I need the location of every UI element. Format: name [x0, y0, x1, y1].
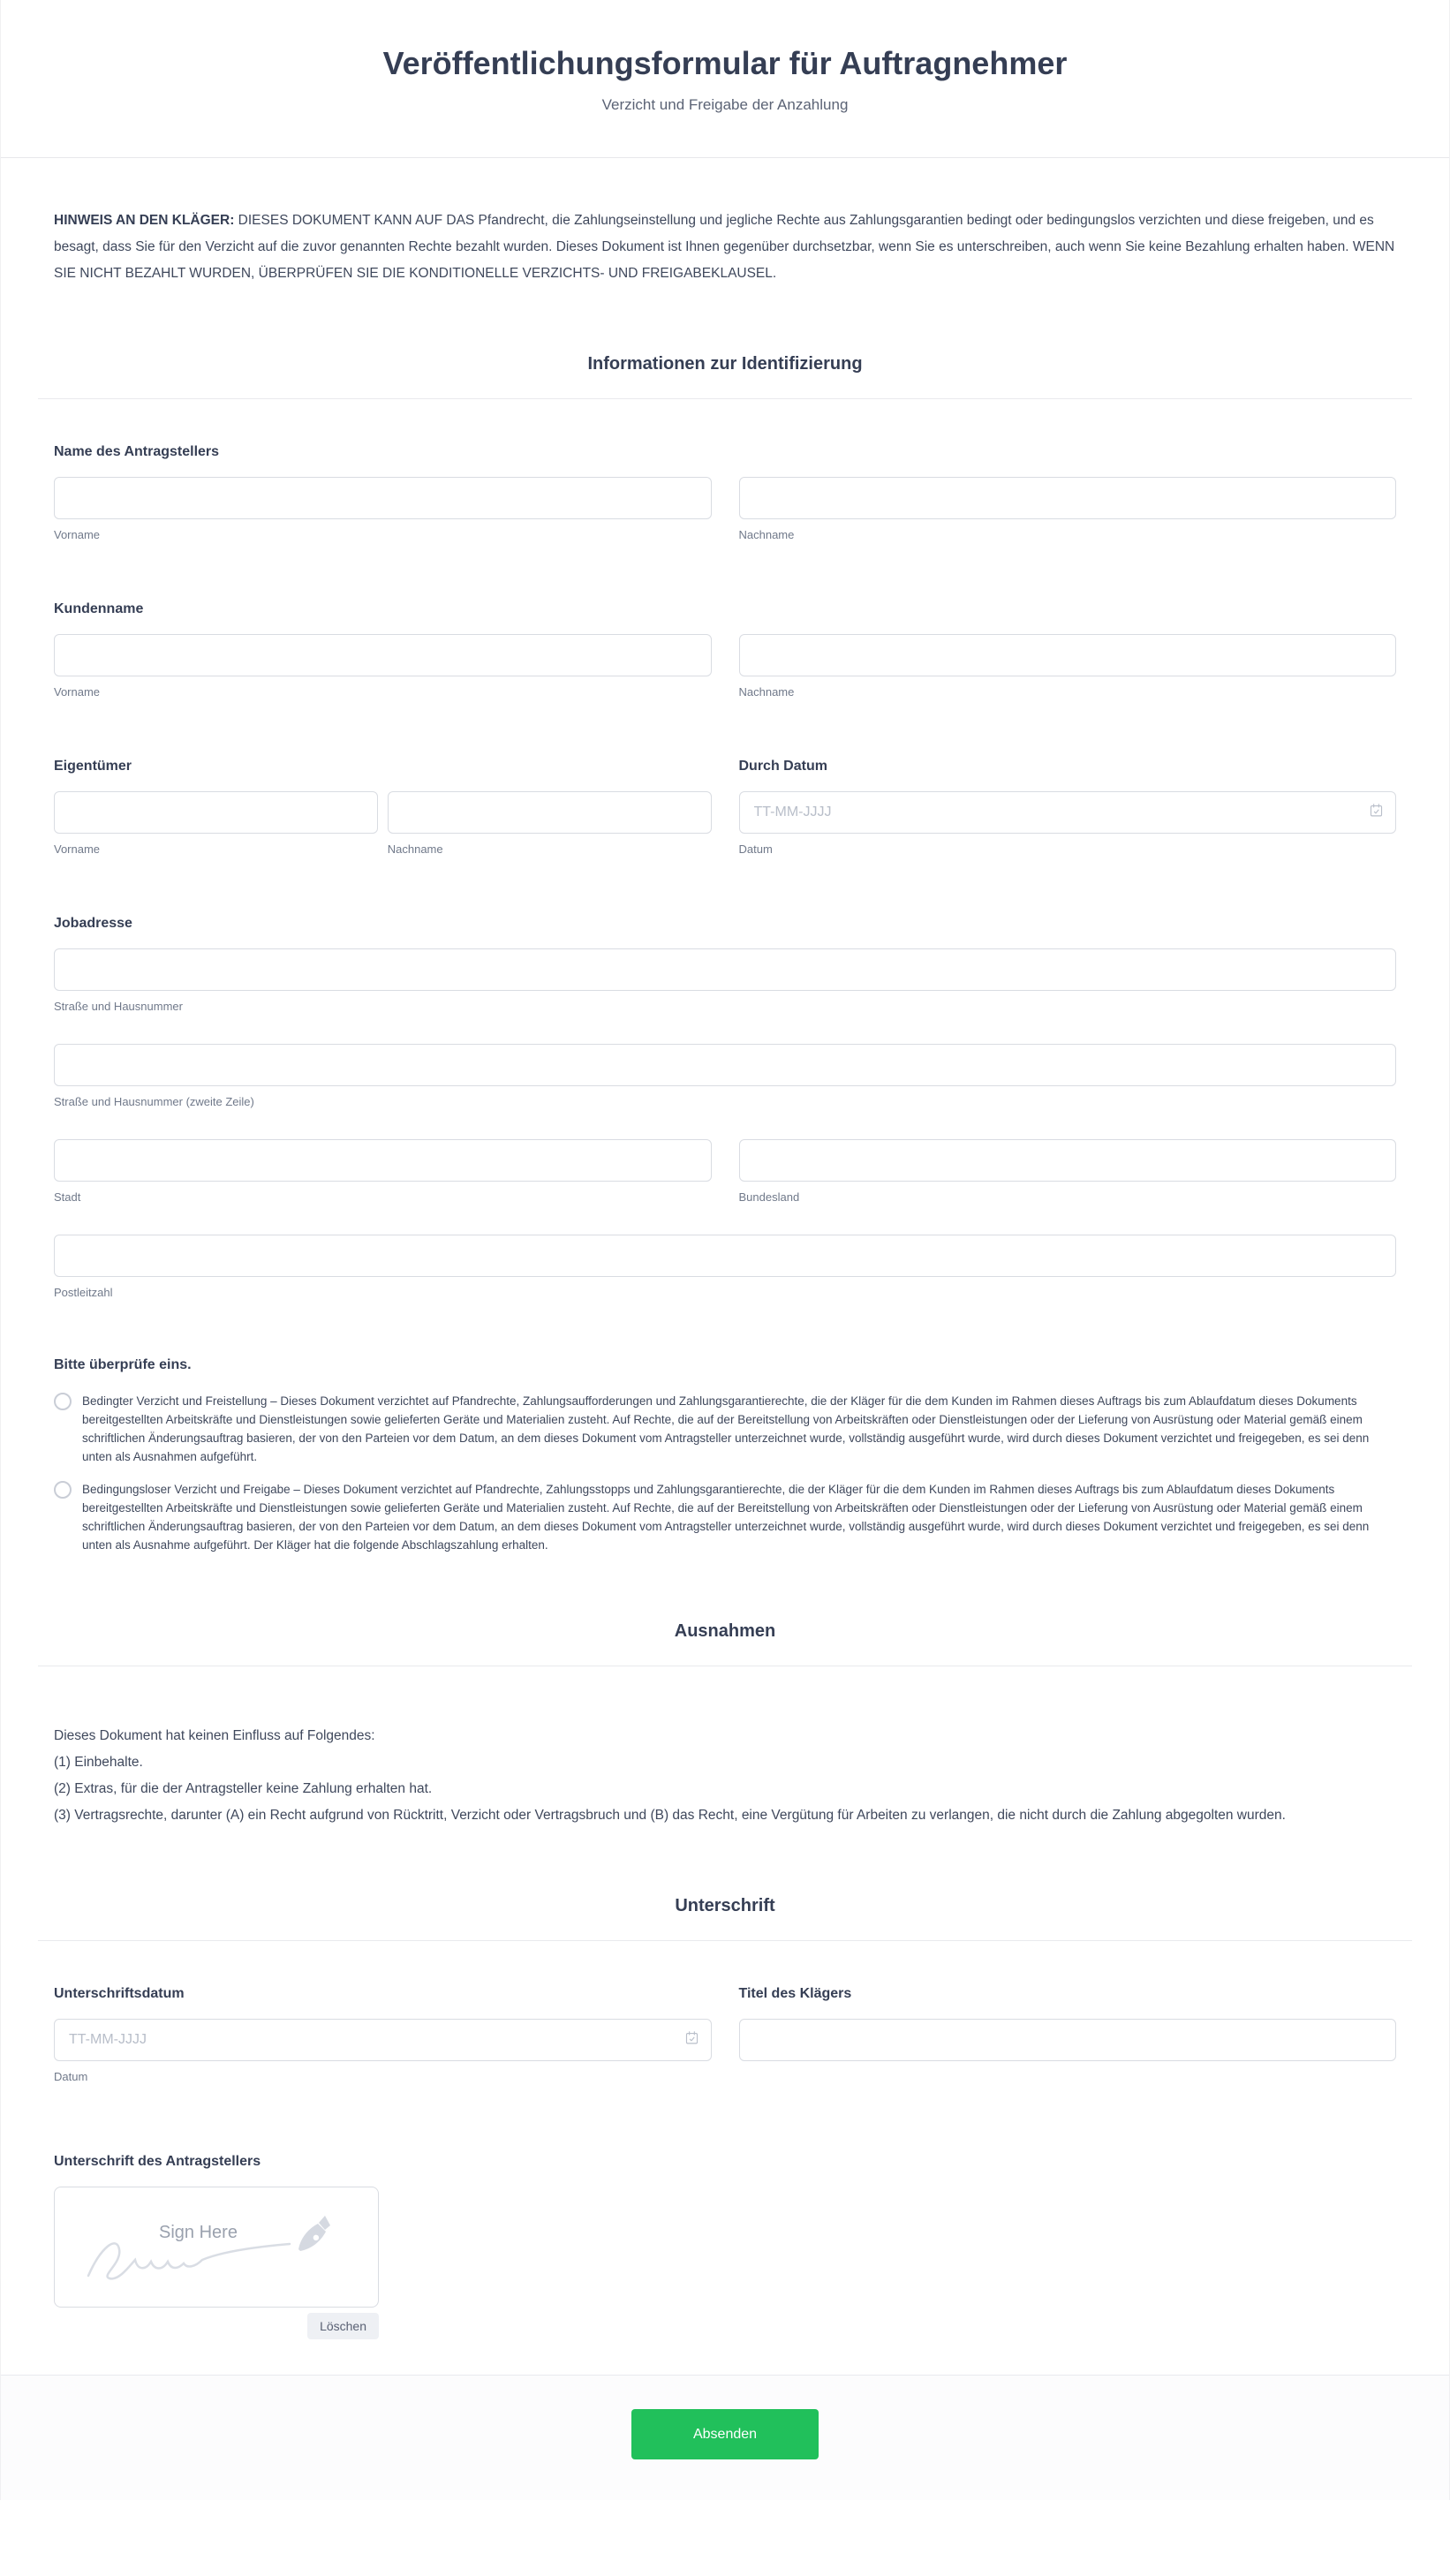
field-due-date — [739, 758, 1397, 857]
job-address-zip-input[interactable] — [54, 1235, 1396, 1277]
job-address-street2-sublabel: Straße und Hausnummer (zweite Zeile) — [54, 1095, 254, 1108]
form-body — [1, 208, 1449, 2375]
applicant-signature-label: Unterschrift des Antragstellers — [54, 2154, 261, 2169]
job-address-street-sublabel: Straße und Hausnummer — [54, 1000, 183, 1013]
claimant-title-input[interactable] — [739, 2019, 1397, 2061]
field-owner-and-due-date — [54, 758, 1396, 857]
owner-last-name-input[interactable] — [388, 791, 712, 834]
applicant-last-name-sublabel: Nachname — [738, 528, 795, 541]
section-heading-signature: Unterschrift — [675, 1896, 775, 1915]
waiver-type-label: Bitte überprüfe eins. — [54, 1357, 192, 1372]
applicant-first-name-input[interactable] — [54, 477, 712, 519]
customer-first-name-sublabel: Vorname — [54, 685, 101, 699]
job-address-state-sublabel: Bundesland — [738, 1190, 800, 1204]
field-customer-name — [54, 601, 1396, 699]
signature-clear-button[interactable]: Löschen — [307, 2313, 379, 2339]
field-signature-date — [54, 1985, 712, 2084]
field-applicant-signature — [54, 2153, 1396, 2339]
job-address-zip-sublabel: Postleitzahl — [54, 1286, 113, 1299]
due-date-sublabel: Datum — [738, 842, 773, 856]
waiver-option-unconditional-text: Bedingungsloser Verzicht und Freigabe – Dieses Dokument verzichtet auf Pfandrechte, Zahlungsstopps und Zahlungsgarantierechte, die der Kläger für die dem Kunden im Rahmen dieses Auftrags bis zum Ablaufdatum dieses Dokuments bereitgestellten Arbeitskräfte und Dienstleistungen sowie gelieferten Geräte und Materialien zusteht. Auf Rechte, die auf der Bereitstellung von Arbeitskräften oder Dienstleistungen oder der Lieferung von Ausrüstung oder Material gemäß einem schriftlichen Änderungsauftrag basieren, der von den Parteien vor dem Datum, an dem dieses Dokument vom Antragsteller unterzeichnet wurde, vollständig ausgeführt wurde, wird durch dieses Dokument verzichtet und freigegeben, es sei denn unten als Ausnahme aufgeführt. Der Kläger hat die folgende Abschlagszahlung erhalten. — [82, 1483, 1370, 1552]
radio-icon[interactable] — [54, 1393, 72, 1410]
exceptions-line: (3) Vertragsrechte, darunter (A) ein Recht aufgrund von Rücktritt, Verzicht oder Vertragsbruch und (B) das Recht, eine Vergütung für Arbeiten zu verlangen, die nicht durch die Zahlung abgegolten wurden. — [54, 1808, 1286, 1823]
exceptions-line: Dieses Dokument hat keinen Einfluss auf Folgendes: — [54, 1728, 375, 1743]
field-applicant-name — [54, 443, 1396, 542]
form-header — [1, 0, 1449, 158]
waiver-option-conditional[interactable] — [54, 1392, 1396, 1466]
job-address-city-sublabel: Stadt — [54, 1190, 81, 1204]
waiver-option-unconditional[interactable] — [54, 1480, 1396, 1554]
field-claimant-title — [739, 1985, 1397, 2084]
applicant-name-label: Name des Antragstellers — [54, 444, 220, 459]
job-address-label: Jobadresse — [54, 916, 132, 931]
page-subtitle: Verzicht und Freigabe der Anzahlung — [601, 96, 849, 113]
field-waiver-type — [54, 1356, 1396, 1554]
customer-name-label: Kundenname — [54, 601, 144, 616]
section-divider — [38, 1940, 1412, 1941]
sign-here-hint: Sign Here — [159, 2223, 238, 2242]
claimant-notice — [54, 208, 1396, 287]
customer-first-name-input[interactable] — [54, 634, 712, 676]
claimant-notice-lead: HINWEIS AN DEN KLÄGER: — [54, 213, 235, 228]
section-divider — [38, 398, 1412, 399]
exceptions-line: (2) Extras, für die der Antragsteller keine Zahlung erhalten hat. — [54, 1781, 433, 1796]
customer-last-name-input[interactable] — [739, 634, 1397, 676]
field-owner — [54, 758, 712, 857]
field-job-address — [54, 915, 1396, 1300]
owner-last-name-sublabel: Nachname — [387, 842, 443, 856]
due-date-label: Durch Datum — [738, 759, 827, 774]
claimant-notice-body: DIESES DOKUMENT KANN AUF DAS Pfandrecht, die Zahlungseinstellung und jegliche Rechte aus Zahlungsgarantien bedingt oder bedingungslos verzichten und diese freigeben, und es besagt, dass Sie für den Verzicht auf die zuvor genannten Rechte bezahlt wurden. Dieses Dokument ist Ihnen gegenüber durchsetzbar, wenn Sie es unterschreiben, auch wenn Sie keine Bezahlung erhalten haben. WENN SIE NICHT BEZAHLT WURDEN, ÜBERPRÜFEN SIE DIE KONDITIONELLE VERZICHTS- UND FREIGABEKLAUSEL. — [54, 213, 1395, 281]
section-heading-identification: Informationen zur Identifizierung — [587, 354, 863, 374]
owner-label: Eigentümer — [54, 759, 132, 774]
job-address-city-input[interactable] — [54, 1139, 712, 1182]
signature-pad[interactable] — [54, 2187, 379, 2308]
signature-date-row — [54, 1985, 1396, 2084]
exceptions-line: (1) Einbehalte. — [54, 1755, 143, 1770]
customer-last-name-sublabel: Nachname — [738, 685, 795, 699]
page-title: Veröffentlichungsformular für Auftragnehmer — [382, 45, 1068, 81]
applicant-last-name-input[interactable] — [739, 477, 1397, 519]
form-footer — [1, 2375, 1449, 2500]
signature-date-label: Unterschriftsdatum — [54, 1986, 185, 2001]
applicant-first-name-sublabel: Vorname — [54, 528, 101, 541]
due-date-input[interactable] — [739, 791, 1397, 834]
submit-button[interactable]: Absenden — [631, 2409, 819, 2459]
owner-first-name-sublabel: Vorname — [54, 842, 101, 856]
section-heading-exceptions: Ausnahmen — [674, 1621, 776, 1641]
waiver-option-conditional-text: Bedingter Verzicht und Freistellung – Dieses Dokument verzichtet auf Pfandrechte, Zahlungsaufforderungen und Zahlungsgarantierechte, die der Kläger für die dem Kunden im Rahmen dieses Auftrags bis zum Ablaufdatum dieses Dokuments bereitgestellten Arbeitskräfte und Dienstleistungen sowie gelieferten Geräte und Materialien zusteht. Auf Rechte, die auf der Bereitstellung von Arbeitskräften oder Dienstleistungen oder der Lieferung von Ausrüstung oder Material gemäß einem schriftlichen Änderungsauftrag basieren, der von den Parteien vor dem Datum, an dem dieses Dokument vom Antragsteller unterzeichnet wurde, vollständig ausgeführt wurde, wird durch dieses Dokument verzichtet und freigegeben, es sei denn unten als Ausnahmen aufgeführt. — [82, 1394, 1370, 1463]
job-address-street2-input[interactable] — [54, 1044, 1396, 1086]
signature-date-input[interactable] — [54, 2019, 712, 2061]
signature-date-sublabel: Datum — [54, 2070, 88, 2083]
owner-first-name-input[interactable] — [54, 791, 378, 834]
job-address-state-input[interactable] — [739, 1139, 1397, 1182]
radio-icon[interactable] — [54, 1481, 72, 1499]
job-address-street-input[interactable] — [54, 948, 1396, 991]
exceptions-text — [54, 1723, 1396, 1829]
claimant-title-label: Titel des Klägers — [738, 1986, 852, 2001]
pen-nib-icon — [291, 2214, 332, 2261]
